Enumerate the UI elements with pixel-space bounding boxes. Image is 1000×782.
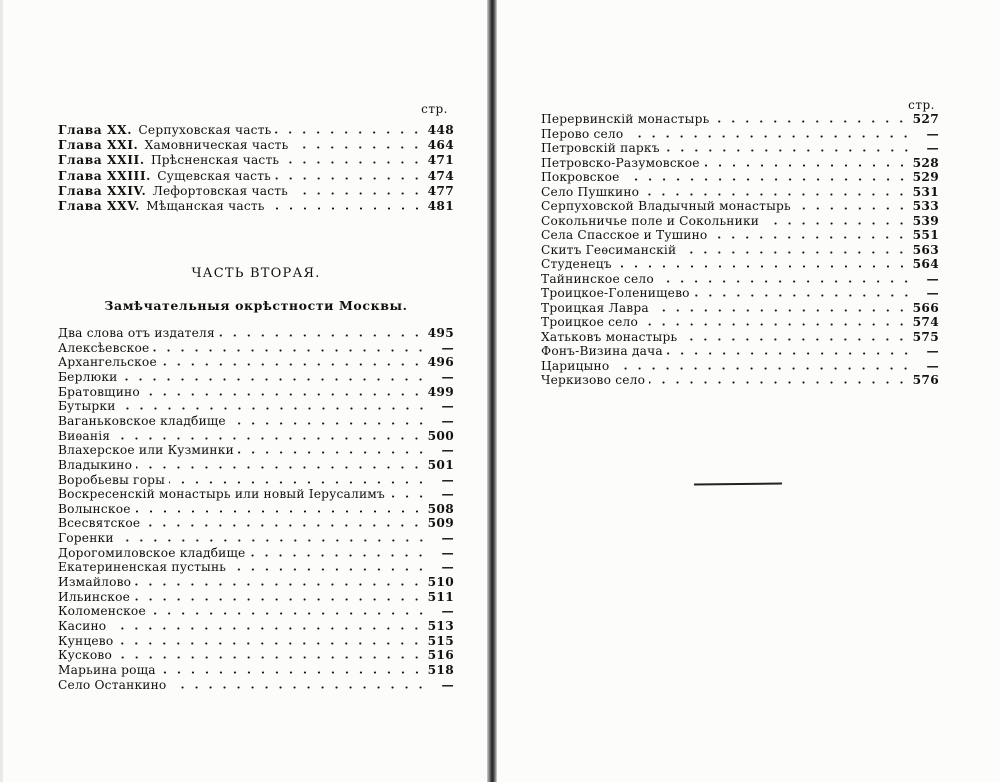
chapter-label: Глава XXV. bbox=[58, 199, 140, 213]
page-number: 539 bbox=[912, 213, 939, 228]
entry-title: Царицыно bbox=[541, 358, 610, 373]
page-number: 513 bbox=[427, 619, 454, 633]
toc-entry bbox=[58, 618, 454, 633]
entry-title: Серпуховской Владычный монастырь bbox=[541, 199, 791, 213]
page-number: 563 bbox=[912, 242, 939, 257]
page-column-label: стр. bbox=[421, 102, 448, 116]
chapter-entry bbox=[58, 168, 454, 183]
page-number: 574 bbox=[912, 315, 939, 329]
page-number: — bbox=[441, 677, 454, 692]
chapter-label: Глава XX. bbox=[58, 123, 133, 137]
entry-title: Воробьевы горы bbox=[58, 472, 166, 487]
book-gutter bbox=[487, 0, 497, 782]
page-number: — bbox=[441, 560, 454, 575]
toc-entry bbox=[58, 428, 454, 443]
entry-title: Дорогомиловское кладбище bbox=[58, 545, 246, 560]
toc-entry bbox=[58, 559, 454, 574]
dot-leader bbox=[613, 367, 913, 370]
entry-title: Алексѣевское bbox=[58, 340, 150, 355]
dot-leader bbox=[667, 352, 913, 355]
dot-leader bbox=[643, 193, 908, 196]
toc-entry bbox=[58, 530, 454, 545]
toc-entry bbox=[541, 300, 939, 315]
page-number: — bbox=[441, 531, 454, 546]
toc-entry bbox=[58, 398, 454, 413]
page-number: 508 bbox=[427, 501, 454, 516]
entry-title: Сокольничье поле и Сокольники bbox=[541, 213, 760, 228]
entry-title: Архангельское bbox=[58, 355, 157, 370]
page-number: — bbox=[441, 487, 454, 502]
toc-entry bbox=[58, 633, 454, 648]
dot-leader bbox=[649, 381, 909, 384]
toc-entry bbox=[541, 256, 939, 271]
entry-title: Петровскій паркъ bbox=[541, 141, 660, 155]
chapter-title: Серпуховская часть bbox=[138, 123, 272, 137]
page-number: 510 bbox=[427, 575, 454, 590]
entry-title: Воскресенскій монастырь или новый Іерусалимъ bbox=[58, 487, 385, 502]
toc-entry bbox=[58, 369, 454, 384]
toc-entry bbox=[58, 501, 454, 516]
entry-title bbox=[58, 199, 265, 213]
chapter-label: Глава XXII. bbox=[58, 153, 145, 168]
dot-leader bbox=[642, 323, 909, 326]
chapter-title: Сущевская часть bbox=[157, 168, 271, 183]
entry-title: Касино bbox=[58, 619, 107, 633]
dot-leader bbox=[624, 178, 909, 181]
toc-entry bbox=[541, 213, 939, 228]
entry-title: Ваганьковское кладбище bbox=[58, 413, 226, 428]
part-title: ЧАСТЬ ВТОРАЯ. bbox=[191, 266, 321, 281]
page-number: — bbox=[441, 399, 454, 414]
dot-leader bbox=[653, 309, 909, 312]
entry-title: Горенки bbox=[58, 531, 114, 546]
page-number: 471 bbox=[427, 153, 454, 168]
page-number: 564 bbox=[912, 257, 939, 271]
dot-leader bbox=[121, 378, 428, 381]
page-number: — bbox=[926, 358, 939, 373]
toc-entry bbox=[541, 169, 939, 184]
entry-title: Два слова отъ издателя bbox=[58, 326, 215, 340]
dot-leader bbox=[763, 222, 909, 225]
entry-title: Троицкое-Голенищево bbox=[541, 286, 690, 300]
dot-leader bbox=[283, 161, 423, 164]
page-number: 481 bbox=[427, 199, 454, 213]
page-number: 529 bbox=[912, 170, 939, 184]
toc-entry bbox=[58, 647, 454, 662]
chapter-title: Мѣщанская часть bbox=[146, 199, 265, 213]
page-number: 515 bbox=[427, 633, 454, 648]
part-subtitle: Замѣчательныя окрѣстности Москвы. bbox=[104, 298, 408, 313]
entry-title: Перово село bbox=[541, 126, 624, 141]
dot-leader bbox=[713, 120, 908, 123]
page-number: 499 bbox=[427, 384, 454, 399]
entry-title: Фонъ-Визина дача bbox=[541, 344, 663, 358]
entry-title: Влахерское или Кузминки bbox=[58, 443, 234, 458]
page-number: — bbox=[441, 545, 454, 560]
dot-leader bbox=[219, 334, 424, 337]
entry-title: Села Спасское и Тушино bbox=[541, 228, 708, 242]
dot-leader bbox=[269, 207, 424, 210]
page-number: 551 bbox=[912, 228, 939, 242]
entry-title: Ильинское bbox=[58, 589, 131, 604]
toc-entry bbox=[58, 472, 454, 487]
dot-leader bbox=[694, 294, 913, 297]
page-number: 495 bbox=[427, 326, 454, 340]
dot-leader bbox=[117, 642, 423, 645]
dot-leader bbox=[389, 495, 428, 498]
toc-entry bbox=[58, 515, 454, 530]
dot-leader bbox=[118, 539, 428, 542]
dot-leader bbox=[120, 407, 428, 410]
end-rule bbox=[694, 483, 782, 486]
toc-entry bbox=[541, 285, 939, 300]
dot-leader bbox=[144, 524, 423, 527]
page-number: — bbox=[926, 344, 939, 358]
dot-leader bbox=[135, 583, 423, 586]
dot-leader bbox=[711, 236, 908, 239]
entry-title: Бутырки bbox=[58, 399, 116, 414]
dot-leader bbox=[150, 612, 428, 615]
page-number: — bbox=[441, 413, 454, 428]
toc-entry bbox=[58, 442, 454, 457]
dot-leader bbox=[170, 686, 428, 689]
page-number: 500 bbox=[427, 428, 454, 443]
chapter-entry bbox=[58, 152, 454, 167]
entry-title: Кунцево bbox=[58, 633, 114, 648]
chapter-label: Глава XXIV. bbox=[58, 183, 147, 198]
page-number: 516 bbox=[427, 648, 454, 663]
entry-title bbox=[58, 138, 288, 152]
page-number: 509 bbox=[427, 516, 454, 531]
entry-title: Село Останкино bbox=[58, 677, 167, 692]
toc-entry bbox=[541, 271, 939, 286]
dot-leader bbox=[144, 393, 424, 396]
dot-leader bbox=[680, 251, 908, 254]
entry-title: Коломенское bbox=[58, 604, 146, 619]
page-number: 527 bbox=[912, 112, 939, 126]
chapter-title: Хамовническая часть bbox=[144, 138, 289, 153]
page-number: 496 bbox=[427, 355, 454, 370]
entry-title: Волынское bbox=[58, 501, 131, 516]
dot-leader bbox=[134, 598, 424, 601]
page-number: 448 bbox=[427, 123, 454, 137]
entry-title bbox=[58, 184, 288, 198]
dot-leader bbox=[275, 131, 423, 134]
toc-entry bbox=[58, 603, 454, 618]
toc-entry bbox=[541, 242, 939, 257]
entry-title: Кусково bbox=[58, 648, 112, 663]
page-number: 518 bbox=[427, 662, 454, 677]
entry-title: Хатьковъ монастырь bbox=[541, 329, 678, 344]
toc-entry bbox=[58, 589, 454, 604]
page-number: — bbox=[441, 369, 454, 384]
dot-leader bbox=[135, 510, 424, 513]
chapter-entry bbox=[58, 122, 454, 137]
dot-leader bbox=[664, 149, 913, 152]
toc-entry bbox=[541, 372, 939, 387]
page-number: 576 bbox=[912, 373, 939, 387]
page-number: 477 bbox=[427, 183, 454, 198]
page-column-label: стр. bbox=[908, 98, 935, 112]
page-number: — bbox=[926, 141, 939, 155]
dot-leader bbox=[161, 363, 424, 366]
entry-title: Виѳанія bbox=[58, 428, 111, 443]
dot-leader bbox=[116, 656, 424, 659]
page-number: — bbox=[926, 271, 939, 286]
page-number: — bbox=[441, 472, 454, 487]
toc-entry bbox=[58, 354, 454, 369]
page-number: 511 bbox=[427, 589, 454, 604]
toc-entry bbox=[541, 343, 939, 358]
page-number: 531 bbox=[912, 184, 939, 199]
entry-title: Берлюки bbox=[58, 369, 118, 384]
toc-entry bbox=[58, 662, 454, 677]
toc-entry bbox=[58, 384, 454, 399]
entry-title: Село Пушкино bbox=[541, 184, 640, 199]
toc-entry bbox=[541, 155, 939, 170]
dot-leader bbox=[136, 466, 423, 469]
toc-entry bbox=[58, 574, 454, 589]
toc-entry bbox=[541, 184, 939, 199]
page-number: 501 bbox=[427, 457, 454, 472]
entry-title: Измайлово bbox=[58, 575, 132, 590]
page-number: 533 bbox=[912, 199, 939, 213]
dot-leader bbox=[658, 280, 913, 283]
entry-title: Покровское bbox=[541, 170, 620, 184]
entry-title: Екатериненская пустынь bbox=[58, 560, 227, 575]
entry-title: Владыкино bbox=[58, 457, 133, 472]
chapter-entry bbox=[58, 183, 454, 198]
dot-leader bbox=[681, 338, 908, 341]
dot-leader bbox=[704, 164, 909, 167]
toc-entry bbox=[58, 486, 454, 501]
toc-entry bbox=[541, 111, 939, 126]
entry-title: Тайнинское село bbox=[541, 271, 654, 286]
entry-title: Марьина роща bbox=[58, 662, 156, 677]
dot-leader bbox=[153, 349, 428, 352]
chapter-title: Лефортовская часть bbox=[152, 183, 288, 198]
page-number: — bbox=[926, 126, 939, 141]
chapter-title: Прѣсненская часть bbox=[150, 153, 280, 168]
dot-leader bbox=[249, 554, 428, 557]
toc-entry bbox=[58, 457, 454, 472]
entry-title: Скитъ Геѳсиманскій bbox=[541, 242, 677, 257]
page-number: 464 bbox=[427, 138, 454, 153]
dot-leader bbox=[627, 135, 913, 138]
dot-leader bbox=[110, 627, 423, 630]
entry-title: Троицкое село bbox=[541, 315, 638, 329]
dot-leader bbox=[292, 192, 424, 195]
dot-leader bbox=[230, 422, 428, 425]
toc-entry bbox=[541, 140, 939, 155]
dot-leader bbox=[238, 451, 428, 454]
page-number: — bbox=[926, 286, 939, 300]
chapter-label: Глава XXI. bbox=[58, 138, 139, 153]
chapter-entry bbox=[58, 137, 454, 152]
page-number: — bbox=[441, 443, 454, 458]
toc-entry bbox=[58, 325, 454, 340]
dot-leader bbox=[230, 568, 428, 571]
toc-entry bbox=[541, 329, 939, 344]
dot-leader bbox=[616, 265, 909, 268]
entry-title bbox=[58, 153, 279, 167]
dot-leader bbox=[114, 437, 423, 440]
entry-title: Братовщино bbox=[58, 384, 140, 399]
dot-leader bbox=[275, 177, 424, 180]
chapter-label: Глава XXIII. bbox=[58, 168, 151, 183]
page-edge bbox=[0, 0, 3, 782]
page-number: 528 bbox=[912, 155, 939, 170]
toc-entry bbox=[58, 545, 454, 560]
toc-entry bbox=[58, 413, 454, 428]
dot-leader bbox=[169, 481, 428, 484]
page-number: — bbox=[441, 340, 454, 355]
entry-title: Троицкая Лавра bbox=[541, 300, 649, 315]
page-number: — bbox=[441, 604, 454, 619]
toc-entry bbox=[541, 314, 939, 329]
entry-title: Черкизово село bbox=[541, 373, 646, 387]
page-number: 474 bbox=[427, 168, 454, 183]
dot-leader bbox=[292, 146, 423, 149]
toc-entry bbox=[541, 126, 939, 141]
entry-title: Петровско-Разумовское bbox=[541, 155, 700, 170]
entry-title bbox=[58, 169, 271, 183]
entry-title: Студенецъ bbox=[541, 257, 612, 271]
toc-entry bbox=[58, 340, 454, 355]
page-number: 575 bbox=[912, 329, 939, 344]
entry-title bbox=[58, 123, 271, 137]
page-number: 566 bbox=[912, 300, 939, 315]
entry-title: Перервинскій монастырь bbox=[541, 112, 710, 126]
toc-entry bbox=[541, 358, 939, 373]
toc-entry bbox=[541, 198, 939, 213]
dot-leader bbox=[795, 207, 909, 210]
toc-entry bbox=[541, 227, 939, 242]
entry-title: Всесвятское bbox=[58, 516, 141, 531]
toc-entry bbox=[58, 677, 454, 692]
chapter-entry bbox=[58, 198, 454, 213]
dot-leader bbox=[160, 671, 424, 674]
